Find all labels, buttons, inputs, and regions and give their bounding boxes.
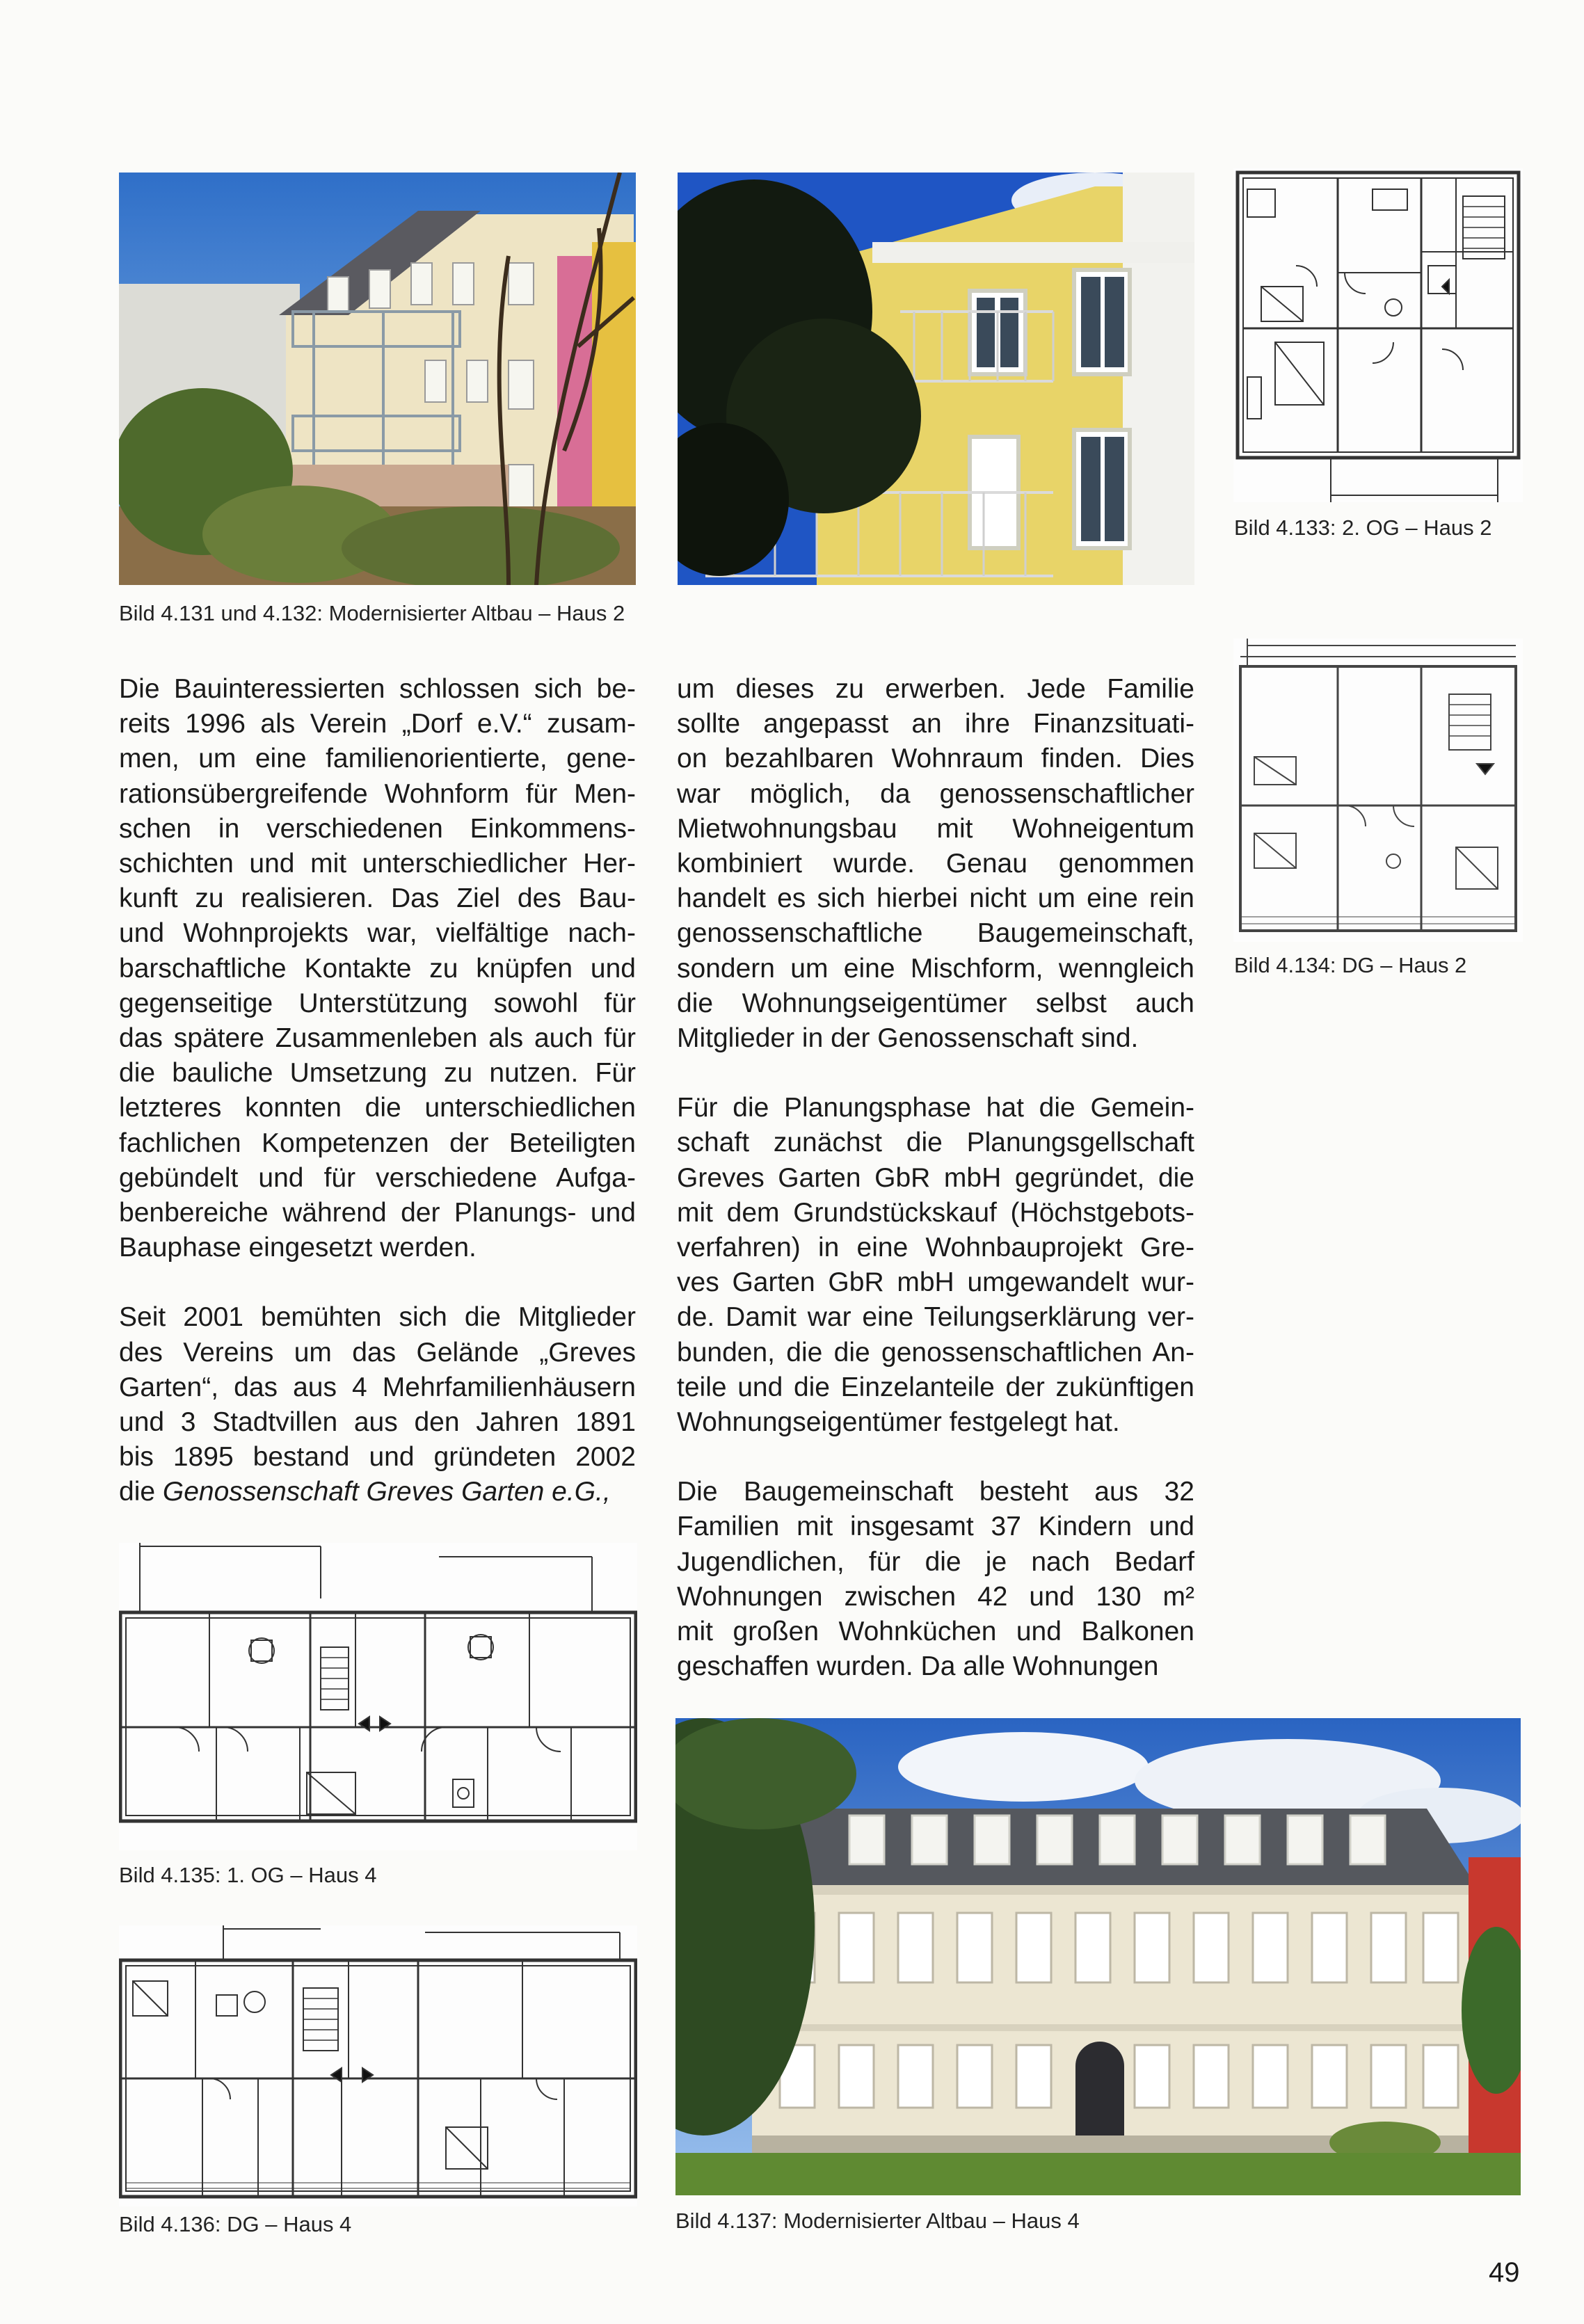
text-line: Seit 2001 bemühten sich die Mitglieder <box>119 1302 636 1333</box>
text-line: teile und die Einzelanteile der zukünftigen <box>677 1372 1194 1402</box>
text-line: war möglich, da genossenschaftlicher <box>677 778 1194 809</box>
text-line: genossenschaftliche Baugemeinschaft, <box>677 918 1194 949</box>
text-line: Mitglieder in der Genossenschaft sind. <box>677 1023 1139 1054</box>
text-line: schen in verschiedenen Einkommens- <box>119 813 636 844</box>
text-line: rationsübergreifende Wohnform für Men- <box>119 778 636 809</box>
paragraph-greves-garten <box>119 1300 636 1509</box>
text-line-italic: Genossenschaft Greves Garten e.G., <box>162 1477 611 1507</box>
text-line: fachlichen Kompetenzen der Beteiligten <box>119 1128 636 1158</box>
text-line: um dieses zu erwerben. Jede Familie <box>677 674 1194 704</box>
text-line: mit dem Grundstückskauf (Höchstgebots- <box>677 1197 1194 1228</box>
photo-altbau-haus4 <box>675 1718 1521 2195</box>
text-line: geschaffen wurden. Da alle Wohnungen <box>677 1651 1159 1682</box>
photo-altbau-haus2-garden <box>119 173 636 585</box>
text-line: bunden, die die genossenschaftlichen An- <box>677 1337 1194 1368</box>
text-line: sollte angepasst an ihre Finanzsituati- <box>677 709 1194 739</box>
text-line: Die Baugemeinschaft besteht aus 32 <box>677 1477 1194 1507</box>
text-line: kombiniert wurde. Genau genommen <box>677 849 1194 879</box>
text-line: barschaftliche Kontakte zu knüpfen und <box>119 953 636 984</box>
text-line: die bauliche Umsetzung zu nutzen. Für <box>119 1058 636 1089</box>
text-line: Familien mit insgesamt 37 Kindern und <box>677 1512 1194 1542</box>
text-line: on bezahlbaren Wohnraum finden. Dies <box>677 744 1194 774</box>
text-line: und 3 Stadtvillen aus den Jahren 1891 <box>119 1407 636 1438</box>
text-line: bis 1895 bestand und gründeten 2002 <box>119 1442 636 1473</box>
text-line: und Wohnprojekts war, vielfältige nach- <box>119 918 636 949</box>
text-line: Jugendlichen, für die je nach Bedarf <box>677 1546 1194 1577</box>
text-column-left <box>119 672 636 1510</box>
text-line: kunft zu realisieren. Das Ziel des Bau- <box>119 883 636 914</box>
caption-bild-4-134: Bild 4.134: DG – Haus 2 <box>1234 953 1467 977</box>
caption-bild-4-136: Bild 4.136: DG – Haus 4 <box>119 2212 352 2236</box>
text-line: Die Bauinteressierten schlossen sich be- <box>119 674 636 704</box>
text-line: de. Damit war eine Teilungserklärung ver- <box>677 1302 1194 1333</box>
caption-bild-4-131-132: Bild 4.131 und 4.132: Modernisierter Altbau – Haus 2 <box>119 601 625 625</box>
text-line: schichten und mit unterschiedlicher Her- <box>119 849 636 879</box>
text-line: Für die Planungsphase hat die Gemein- <box>677 1093 1194 1123</box>
text-line: Wohnungen zwischen 42 und 130 m² <box>677 1581 1194 1612</box>
page-number: 49 <box>1489 2257 1520 2288</box>
text-line: gegenseitige Unterstützung sowohl für <box>119 988 636 1018</box>
floorplan-1og-haus4 <box>119 1543 637 1850</box>
text-line: ves Garten GbR mbH umgewandelt wur- <box>677 1267 1194 1298</box>
caption-bild-4-133: Bild 4.133: 2. OG – Haus 2 <box>1234 515 1492 540</box>
floorplan-dg-haus2 <box>1233 639 1523 942</box>
text-line: gebündelt und für verschiedene Aufga- <box>119 1162 636 1193</box>
text-line: Garten“, das aus 4 Mehrfamilienhäusern <box>119 1372 636 1402</box>
text-line: verfahren) in eine Wohnbauprojekt Gre- <box>677 1233 1194 1263</box>
text-line: men, um eine familienorientierte, gene- <box>119 744 636 774</box>
text-line: schaft zunächst die Planungsgellschaft <box>677 1128 1194 1158</box>
text-line: reits 1996 als Verein „Dorf e.V.“ zusam- <box>119 709 636 739</box>
text-line: letzteres konnten die unterschiedlichen <box>119 1093 636 1123</box>
caption-bild-4-137: Bild 4.137: Modernisierter Altbau – Haus 4 <box>675 2209 1080 2233</box>
floorplan-dg-haus4 <box>119 1925 637 2206</box>
text-line: sondern um eine Mischform, wenngleich <box>677 953 1194 984</box>
text-column-middle <box>677 672 1194 1684</box>
caption-bild-4-135: Bild 4.135: 1. OG – Haus 4 <box>119 1863 377 1887</box>
paragraph-verein-dorf <box>119 672 636 1265</box>
text-line: Mietwohnungsbau mit Wohneigentum <box>677 813 1194 844</box>
paragraph-finanzsituation <box>677 672 1194 1056</box>
text-line: handelt es sich hierbei nicht um eine rein <box>677 883 1194 914</box>
text-line: mit großen Wohnküchen und Balkonen <box>677 1617 1194 1647</box>
text-line: Greves Garten GbR mbH gegründet, die <box>677 1162 1194 1193</box>
photo-altbau-haus2-yellow-facade <box>678 173 1194 585</box>
text-line: die Wohnungseigentümer selbst auch <box>677 988 1194 1018</box>
text-line: Wohnungseigentümer festgelegt hat. <box>677 1407 1120 1438</box>
paragraph-planungsphase <box>677 1091 1194 1440</box>
floorplan-2og-haus2 <box>1233 168 1523 502</box>
text-line: des Vereins um das Gelände „Greves <box>119 1337 636 1368</box>
paragraph-baugemeinschaft <box>677 1475 1194 1684</box>
text-line: benbereiche während der Planungs- und <box>119 1198 636 1228</box>
text-line-prefix: die <box>119 1477 163 1507</box>
text-line: Bauphase eingesetzt werden. <box>119 1233 477 1263</box>
text-line: das spätere Zusammenleben als auch für <box>119 1023 636 1054</box>
